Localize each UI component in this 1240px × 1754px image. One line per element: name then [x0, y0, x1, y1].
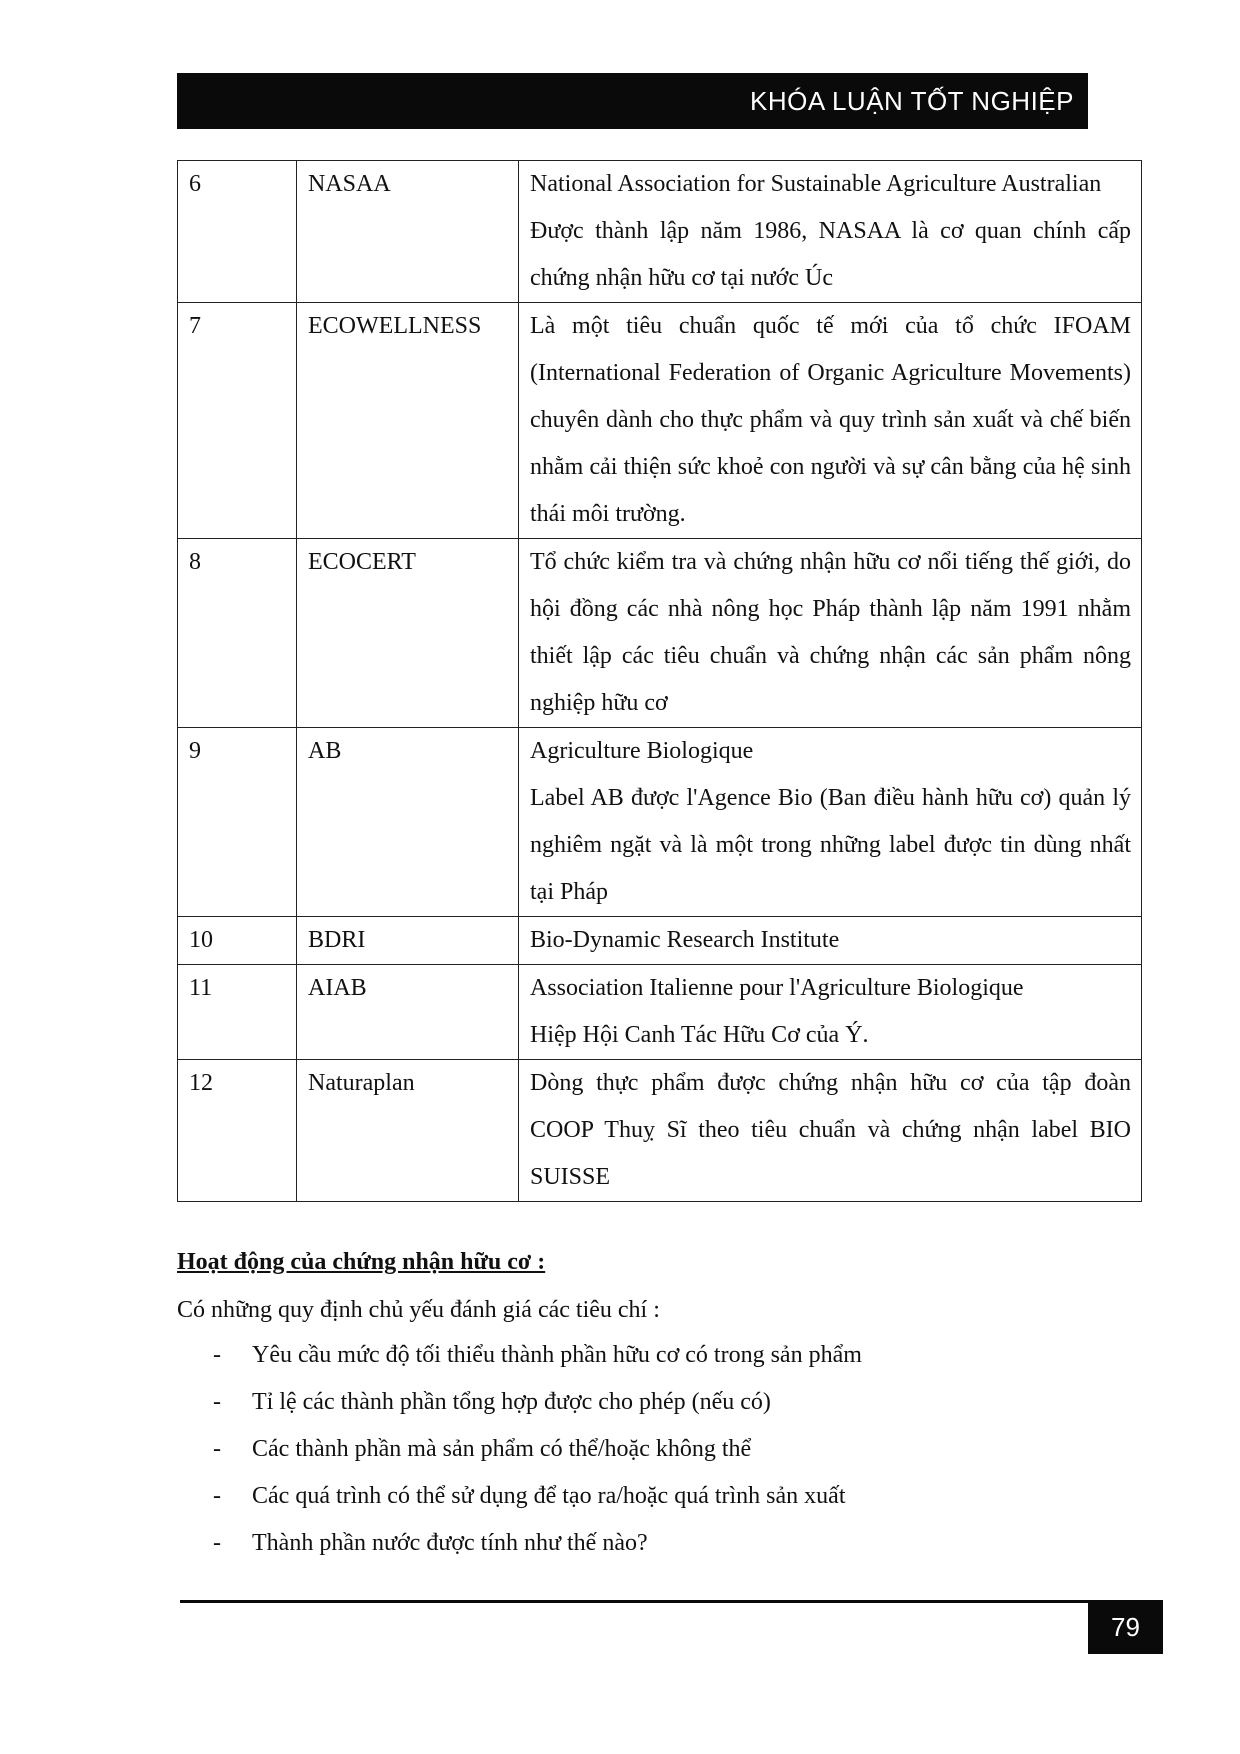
table-row — [178, 728, 1142, 917]
table-row — [178, 539, 1142, 728]
description-line: Được thành lập năm 1986, NASAA là cơ quan chính cấp chứng nhận hữu cơ tại nước Úc — [530, 218, 1131, 291]
row-number: 7 — [178, 303, 297, 539]
section-heading: Hoạt động của chứng nhận hữu cơ : — [177, 1249, 546, 1275]
bullet-dash: - — [213, 1530, 221, 1556]
footer-rule — [180, 1600, 1088, 1603]
description-line: Tổ chức kiểm tra và chứng nhận hữu cơ nổi tiếng thế giới, do hội đồng các nhà nông học Pháp thành lập năm 1991 nhằm thiết lập các tiêu chuẩn và chứng nhận các sản phẩm nông nghiệp hữu cơ — [530, 549, 1131, 716]
table-row — [178, 917, 1142, 965]
organization-description — [519, 161, 1142, 303]
bullet-dash: - — [213, 1436, 221, 1462]
description-line: Là một tiêu chuẩn quốc tế mới của tổ chức IFOAM (International Federation of Organic Agriculture Movements) chuyên dành cho thực phẩm và quy trình sản xuất và chế biến nhằm cải thiện sức khoẻ con người và sự cân bằng của hệ sinh thái môi trường. — [530, 313, 1131, 527]
description-line: Association Italienne pour l'Agriculture Biologique — [530, 975, 1024, 1001]
page-number: 79 — [1111, 1612, 1140, 1642]
description-line: Bio-Dynamic Research Institute — [530, 927, 840, 953]
table-row — [178, 1060, 1142, 1202]
row-number: 10 — [178, 917, 297, 965]
row-number: 11 — [178, 965, 297, 1060]
organization-name: ECOCERT — [297, 539, 519, 728]
list-item-text: Thành phần nước được tính như thế nào? — [252, 1530, 648, 1556]
row-number: 6 — [178, 161, 297, 303]
description-line: Label AB được l'Agence Bio (Ban điều hành hữu cơ) quản lý nghiêm ngặt và là một trong những label được tin dùng nhất tại Pháp — [530, 785, 1131, 905]
table-row — [178, 303, 1142, 539]
organization-name: AB — [297, 728, 519, 917]
table-row — [178, 965, 1142, 1060]
page-number-box — [1088, 1600, 1163, 1654]
organization-name: AIAB — [297, 965, 519, 1060]
list-item-text: Các thành phần mà sản phẩm có thể/hoặc không thể — [252, 1436, 752, 1462]
bullet-dash: - — [213, 1342, 221, 1368]
row-number: 8 — [178, 539, 297, 728]
header-bar — [177, 73, 1088, 129]
description-line: Dòng thực phẩm được chứng nhận hữu cơ của tập đoàn COOP Thuỵ Sĩ theo tiêu chuẩn và chứng nhận label BIO SUISSE — [530, 1070, 1131, 1190]
bullet-dash: - — [213, 1389, 221, 1415]
organization-name: ECOWELLNESS — [297, 303, 519, 539]
header-title: KHÓA LUẬN TỐT NGHIỆP — [749, 86, 1074, 116]
organization-name: NASAA — [297, 161, 519, 303]
organization-name: BDRI — [297, 917, 519, 965]
organization-description — [519, 965, 1142, 1060]
certification-table — [177, 160, 1142, 1202]
row-number: 9 — [178, 728, 297, 917]
description-line: National Association for Sustainable Agriculture Australian — [530, 171, 1102, 197]
table-row — [178, 161, 1142, 303]
row-number: 12 — [178, 1060, 297, 1202]
organization-name: Naturaplan — [297, 1060, 519, 1202]
list-item-text: Các quá trình có thể sử dụng để tạo ra/hoặc quá trình sản xuất — [252, 1483, 846, 1509]
organization-description — [519, 728, 1142, 917]
bullet-dash: - — [213, 1483, 221, 1509]
organization-description — [519, 539, 1142, 728]
description-line: Hiệp Hội Canh Tác Hữu Cơ của Ý. — [530, 1022, 869, 1048]
section-intro: Có những quy định chủ yếu đánh giá các tiêu chí : — [177, 1297, 660, 1323]
organization-description — [519, 303, 1142, 539]
list-item-text: Yêu cầu mức độ tối thiểu thành phần hữu cơ có trong sản phẩm — [252, 1342, 862, 1368]
organization-description — [519, 1060, 1142, 1202]
organization-description — [519, 917, 1142, 965]
list-item-text: Tỉ lệ các thành phần tổng hợp được cho phép (nếu có) — [252, 1389, 771, 1415]
description-line: Agriculture Biologique — [530, 738, 754, 764]
